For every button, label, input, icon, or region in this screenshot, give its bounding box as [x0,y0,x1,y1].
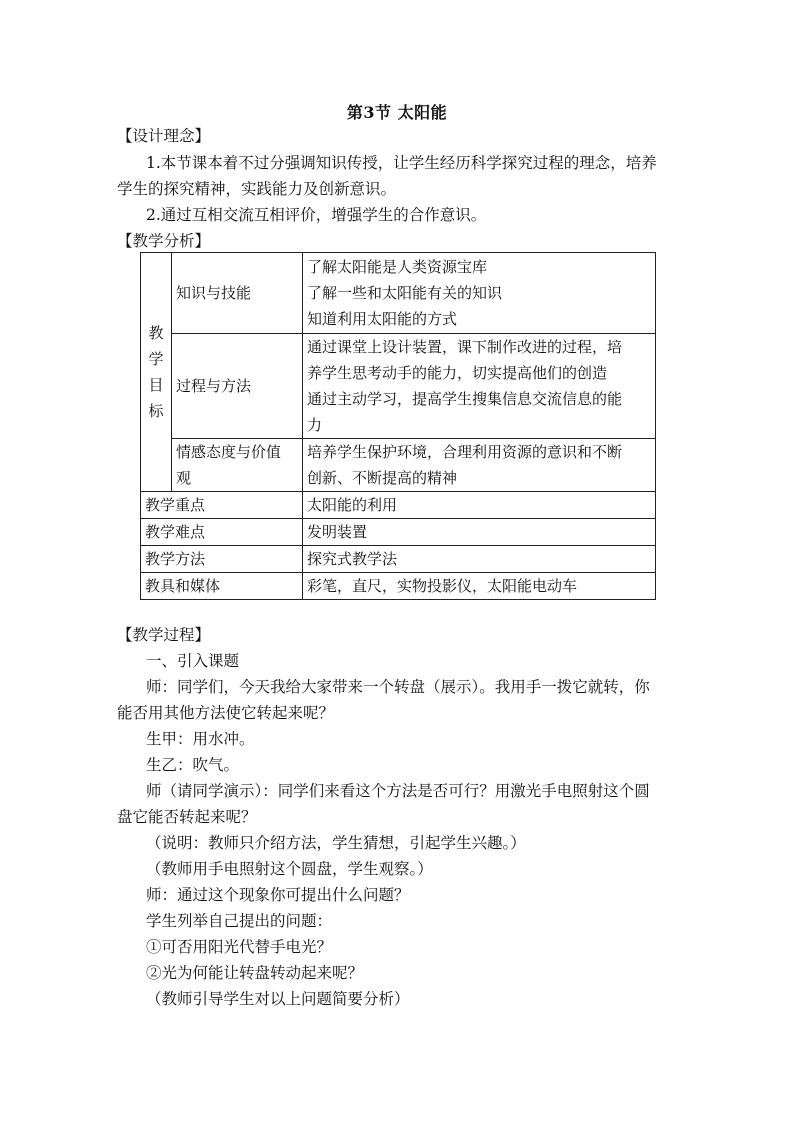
goal-name-cell [172,439,303,492]
page-title: 第3节 太阳能 [346,103,448,122]
row-label: 教学难点 [141,519,303,546]
process-line: 师：同学们，今天我给大家带来一个转盘（展示）。我用手一拨它就转，你 [146,678,650,696]
process-line: ②光为何能让转盘转动起来呢？ [146,964,364,982]
analysis-heading: 【教学分析】 [117,232,211,250]
goal-name: 知识与技能 [176,284,252,302]
goal-name-line: 观 [176,469,192,487]
goal-line: 通过主动学习，提高学生搜集信息交流信息的能 [307,390,623,408]
goal-label-char: 标 [148,402,164,420]
goal-line: 了解太阳能是人类资源宝库 [307,258,488,276]
row-value: 发明装置 [303,519,656,546]
process-line: 师（请同学演示）：同学们来看这个方法是否可行？用激光手电照射这个圆 [146,782,650,800]
design-heading: 【设计理念】 [117,127,211,145]
goal-line: 通过课堂上设计装置，课下制作改进的过程，培 [307,338,623,356]
design-paragraph-2: 2.通过互相交流互相评价，增强学生的合作意识。 [146,206,487,224]
process-line: （教师引导学生对以上问题简要分析） [146,990,410,1008]
goal-name-line: 情感态度与价值 [176,443,282,461]
process-line: 能否用其他方法使它转起来呢？ [117,704,335,722]
row-value: 太阳能的利用 [303,492,656,519]
table-row [141,519,656,546]
process-line: 生乙：吹气。 [146,756,240,774]
goal-name: 过程与方法 [176,377,252,395]
process-line: 一、引入课题 [146,652,240,670]
row-label: 教学重点 [141,492,303,519]
goal-label-char: 教 [148,324,164,342]
design-paragraph-1-line-2: 学生的探究精神，实践能力及创新意识。 [117,180,397,198]
goal-content-cell [303,334,656,439]
process-line: （说明：教师只介绍方法，学生猜想，引起学生兴趣。） [146,834,526,852]
goal-name-cell [172,334,303,439]
process-line: 学生列举自己提出的问题： [146,912,333,930]
row-label: 教具和媒体 [141,573,303,600]
process-line: （教师用手电照射这个圆盘，学生观察。） [146,860,433,878]
goal-line: 了解一些和太阳能有关的知识 [307,284,503,302]
teaching-analysis-table [140,252,656,600]
table-row [141,573,656,600]
table-row [141,546,656,573]
goal-name-cell [172,253,303,334]
goal-content-cell [303,253,656,334]
goal-line: 知道利用太阳能的方式 [307,310,458,328]
process-heading: 【教学过程】 [117,626,211,644]
goal-label-char: 目 [148,376,164,394]
row-value: 彩笔，直尺，实物投影仪，太阳能电动车 [303,573,656,600]
goal-label-char: 学 [148,350,164,368]
goal-line: 培养学生保护环境，合理利用资源的意识和不断 [307,443,623,461]
goal-line: 养学生思考动手的能力，切实提高他们的创造 [307,364,608,382]
goal-label-cell [141,253,172,492]
goal-content-cell [303,439,656,492]
process-line: 盘它能否转起来呢？ [117,808,257,826]
design-paragraph-1-line-1: 1.本节课本着不过分强调知识传授，让学生经历科学探究过程的理念，培养 [146,154,657,172]
process-line: 师：通过这个现象你可提出什么问题？ [146,886,410,904]
process-line: ①可否用阳光代替手电光？ [146,938,333,956]
goal-line: 力 [307,416,323,434]
row-label: 教学方法 [141,546,303,573]
row-value: 探究式教学法 [303,546,656,573]
table-row [141,492,656,519]
process-line: 生甲：用水冲。 [146,730,255,748]
table-row [141,253,656,334]
table-row [141,334,656,439]
table-row [141,439,656,492]
goal-line: 创新、不断提高的精神 [307,469,458,487]
